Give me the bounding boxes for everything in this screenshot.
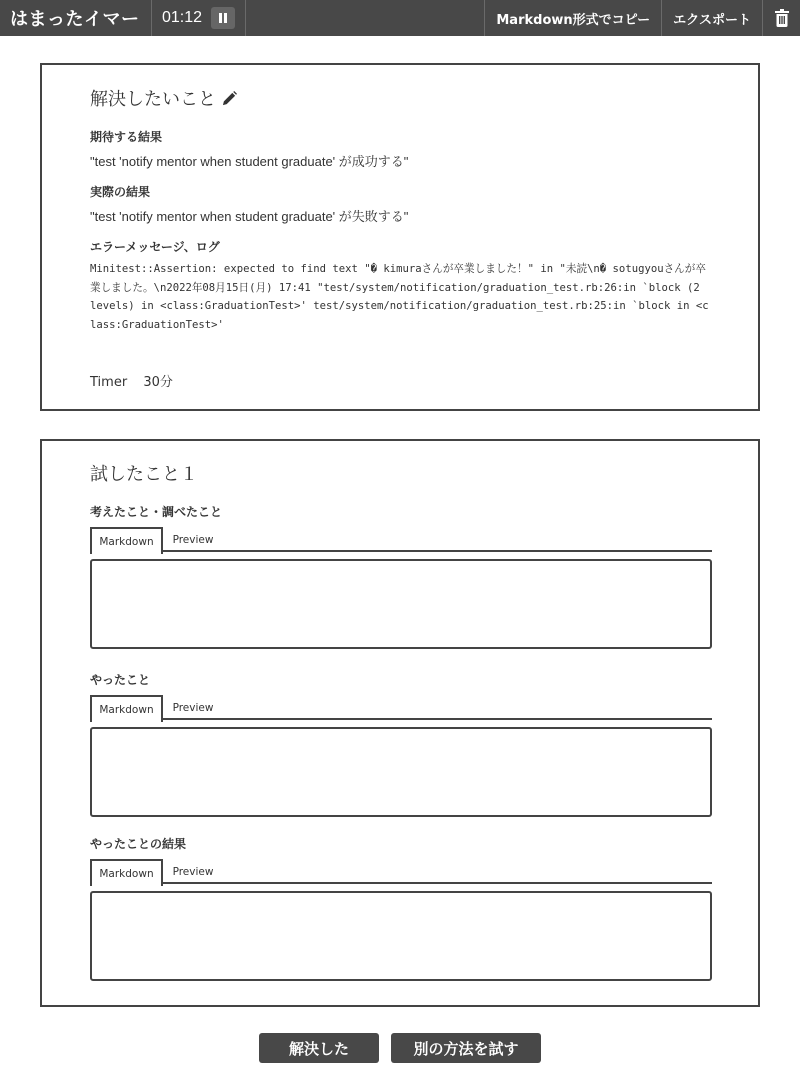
- tab-preview[interactable]: Preview: [172, 533, 214, 546]
- actions-tabs: [90, 695, 712, 720]
- problem-title: 解決したいこと: [90, 89, 216, 110]
- app-title: はまったイマー: [0, 0, 152, 36]
- results-label: やったことの結果: [90, 837, 187, 851]
- try-other-button[interactable]: 別の方法を試す: [391, 1033, 541, 1063]
- timer-label: Timer: [90, 375, 128, 390]
- attempt-title: 試したこと１: [90, 464, 198, 485]
- pause-button[interactable]: [211, 7, 235, 29]
- header-bar: [0, 0, 800, 36]
- expected-label: 期待する結果: [90, 130, 163, 144]
- problem-card: [40, 63, 760, 411]
- thoughts-tabs: [90, 527, 712, 552]
- expected-value: "test 'notify mentor when student graduate' が成功する": [90, 154, 409, 169]
- thoughts-label: 考えたこと・調べたこと: [90, 505, 223, 519]
- tab-markdown[interactable]: Markdown: [90, 527, 163, 554]
- export-button[interactable]: エクスポート: [661, 0, 762, 36]
- timer-display: 01:12: [162, 9, 203, 26]
- results-tabs: [90, 859, 712, 884]
- results-editor[interactable]: [90, 891, 712, 981]
- timer-value: 30分: [143, 375, 173, 390]
- edit-button[interactable]: [222, 91, 237, 106]
- trash-icon: [775, 9, 789, 27]
- actual-value: "test 'notify mentor when student graduate' が失敗する": [90, 209, 409, 224]
- tab-markdown[interactable]: Markdown: [90, 859, 163, 886]
- tab-preview[interactable]: Preview: [172, 865, 214, 878]
- attempt-card: [40, 439, 760, 1007]
- actions-editor[interactable]: [90, 727, 712, 817]
- solved-button[interactable]: 解決した: [259, 1033, 379, 1063]
- error-label: エラーメッセージ、ログ: [90, 240, 220, 254]
- tab-markdown[interactable]: Markdown: [90, 695, 163, 722]
- actions-label: やったこと: [90, 673, 151, 687]
- problem-title-row: [90, 85, 237, 111]
- pause-icon: [218, 13, 228, 23]
- pencil-icon: [222, 91, 237, 106]
- delete-button[interactable]: [762, 0, 800, 36]
- tab-preview[interactable]: Preview: [172, 701, 214, 714]
- actual-label: 実際の結果: [90, 185, 151, 199]
- thoughts-editor[interactable]: [90, 559, 712, 649]
- timer-line: [90, 371, 173, 390]
- error-log: Minitest::Assertion: expected to find text "� kimuraさんが卒業しました！" in "未読\n� sotugyouさんが卒業しました。\n2022年08月15日(月) 17:41 "test/system/notification/graduation_test.rb:26:in `block (2 levels) in <class:GraduationTest>' test/system/notification/graduation_test.rb:25:in `block in <class:GraduationTest>': [90, 263, 709, 331]
- timer-block: [152, 0, 246, 36]
- copy-markdown-button[interactable]: Markdown形式でコピー: [484, 0, 661, 36]
- header-spacer: [246, 0, 484, 36]
